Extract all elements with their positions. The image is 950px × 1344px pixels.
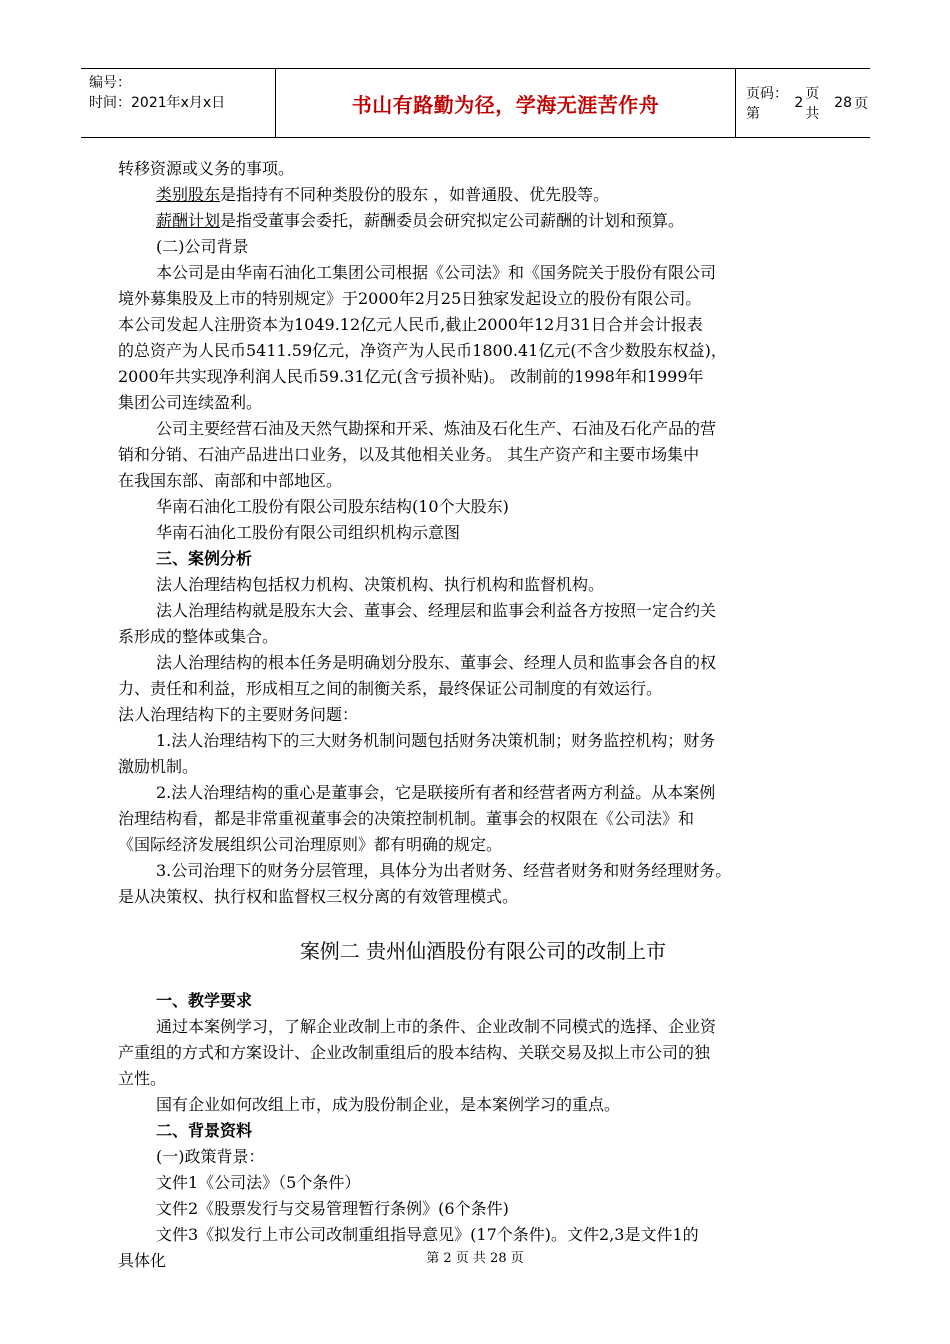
definition-compensation-plan (118, 208, 848, 234)
subsection-heading: (一)政策背景： (156, 1147, 265, 1166)
paragraph-line: 的总资产为人民币5411.59亿元，净资产为人民币1800.41亿元(不含少数股东权益)， (118, 341, 727, 360)
paragraph-line: 产重组的方式和方案设计、企业改制重组后的股本结构、关联交易及拟上市公司的独 (118, 1043, 711, 1062)
term-class-shareholders: 类别股东 (156, 185, 221, 204)
document-body (118, 156, 848, 1274)
page-header (81, 68, 870, 138)
paragraph-line: 文件1《公司法》（5个条件） (156, 1173, 361, 1192)
definition-text: 是指持有不同种类股份的股东 ，如普通股、优先股等。 (220, 185, 610, 204)
paragraph-line: 国有企业如何改组上市，成为股份制企业，是本案例学习的重点。 (156, 1095, 621, 1114)
page-footer: 第 2 页 共 28 页 (426, 1251, 524, 1266)
paragraph-line: 本公司发起人注册资本为1049.12亿元人民币,截止2000年12月31日合并会计报表 (118, 315, 703, 334)
section-heading: 一、教学要求 (156, 991, 253, 1010)
page-mid: 页 共 (805, 86, 820, 122)
paragraph-line: 法人治理结构的根本任务是明确划分股东、董事会、经理人员和监事会各自的权 (156, 653, 717, 672)
section-heading: 二、背景资料 (156, 1121, 253, 1140)
paragraph-line: 转移资源或义务的事项。 (118, 159, 295, 178)
paragraph-line: 法人治理结构包括权力机构、决策机构、执行机构和监督机构。 (156, 575, 605, 594)
paragraph-line: 集团公司连续盈利。 (118, 393, 263, 412)
definition-text: 是指受董事会委托，薪酬委员会研究拟定公司薪酬的计划和预算。 (220, 211, 685, 230)
page-end: 页 (854, 96, 868, 112)
paragraph-line: 境外募集股及上市的特别规定》于2000年2月25日独家发起设立的股份有限公司。 (118, 289, 702, 308)
paragraph-line: 具体化 (118, 1251, 167, 1270)
paragraph-line: 2000年共实现净利润人民币59.31亿元(含亏损补贴)。 改制前的1998年和1999年 (118, 367, 704, 386)
paragraph-line: 2.法人治理结构的重心是董事会，它是联接所有者和经营者两方利益。从本案例 (156, 783, 716, 802)
paragraph-line: 文件2《股票发行与交易管理暂行条例》(6个条件) (156, 1199, 509, 1218)
paragraph-line: 文件3《拟发行上市公司改制重组指导意见》(17个条件)。文件2,3是文件1的 (156, 1225, 699, 1244)
header-meta (81, 69, 276, 137)
header-page-info (736, 69, 870, 137)
section-heading: 三、案例分析 (156, 549, 253, 568)
page-number: 2 (794, 95, 804, 111)
paragraph-line: 华南石油化工股份有限公司组织机构示意图 (156, 523, 461, 542)
case-title: 案例二 贵州仙酒股份有限公司的改制上市 (299, 939, 667, 963)
term-compensation-plan: 薪酬计划 (156, 211, 221, 230)
header-motto: 书山有路勤为径，学海无涯苦作舟 (276, 69, 736, 137)
paragraph-line: 激励机制。 (118, 757, 199, 776)
paragraph-line: 立性。 (118, 1069, 167, 1088)
paragraph-line: 华南石油化工股份有限公司股东结构(10个大股东) (156, 497, 509, 516)
paragraph-line: 在我国东部、南部和中部地区。 (118, 471, 343, 490)
paragraph-line: 本公司是由华南石油化工集团公司根据《公司法》和《国务院关于股份有限公司 (156, 263, 717, 282)
time-label: 时间：2021年x月x日 (89, 95, 226, 111)
paragraph-line: 销和分销、石油产品进出口业务，以及其他相关业务。 其生产资产和主要市场集中 (118, 445, 700, 464)
paragraph-line: 1.法人治理结构下的三大财务机制问题包括财务决策机制；财务监控机构；财务 (156, 731, 716, 750)
subsection-heading: (二)公司背景 (156, 237, 249, 256)
paragraph-line: 系形成的整体或集合。 (118, 627, 279, 646)
paragraph-line: 治理结构看，都是非常重视董事会的决策控制机制。董事会的权限在《公司法》和 (118, 809, 695, 828)
paragraph-line: 公司主要经营石油及天然气勘探和开采、炼油及石化生产、石油及石化产品的营 (156, 419, 717, 438)
number-label: 编号： (89, 75, 131, 91)
paragraph-line: 通过本案例学习，了解企业改制上市的条件、企业改制不同模式的选择、企业资 (156, 1017, 717, 1036)
paragraph-line: 《国际经济发展组织公司治理原则》都有明确的规定。 (118, 835, 503, 854)
paragraph-line: 法人治理结构就是股东大会、董事会、经理层和监事会利益各方按照一定合约关 (156, 601, 717, 620)
paragraph-line: 是从决策权、执行权和监督权三权分离的有效管理模式。 (118, 887, 519, 906)
paragraph-line: 3.公司治理下的财务分层管理，具体分为出者财务、经营者财务和财务经理财务。 (156, 861, 732, 880)
paragraph-line: 力、责任和利益，形成相互之间的制衡关系，最终保证公司制度的有效运行。 (118, 679, 663, 698)
page-label: 页码：第 (746, 86, 788, 122)
page-total: 28 (834, 95, 852, 111)
paragraph-line: 法人治理结构下的主要财务问题： (118, 705, 359, 724)
definition-class-shareholders (118, 182, 848, 208)
